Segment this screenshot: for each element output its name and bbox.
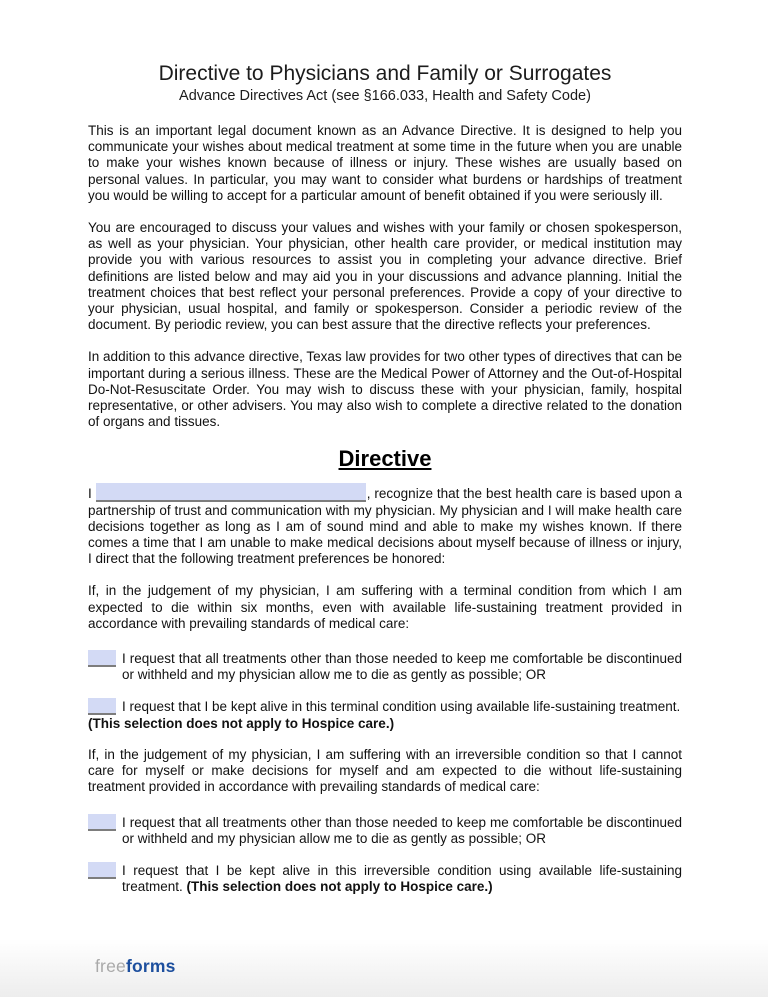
terminal-hospice-note: (This selection does not apply to Hospice care.) [88, 715, 395, 731]
declarant-prefix: I [88, 486, 92, 502]
irreversible-hospice-note: (This selection does not apply to Hospice care.) [186, 879, 493, 895]
intro-paragraph-2: You are encouraged to discuss your values and wishes with your family or chosen spokesperson, as well as your physician. Your physician, other health care provider, or medical institution may provide you with various resources to assist you in completing your advance directive. Brief definitions are listed below and may aid you in your discussions and advance planning. Initial the treatment choices that best reflect your personal preferences. Provide a copy of your directive to your physician, usual hospital, and family or spokesperson. Consider a periodic review of the document. By periodic review, you can best assure that the directive reflects your preferences. [88, 220, 682, 333]
logo-text-forms: forms [125, 956, 176, 976]
intro-paragraph-1: This is an important legal document known as an Advance Directive. It is designed to help you communicate your wishes about medical treatment at some time in the future when you are unable to make your wishes known because of illness or injury. These wishes are usually based on personal values. In particular, you may want to consider what burdens or hardships of treatment you would be willing to accept for a particular amount of benefit obtained if you were seriously ill. [88, 123, 682, 203]
declarant-continuation: a partnership of trust and communication with my physician. My physician and I will make health care decisions together as long as I am of sound mind and able to make my wishes known. If there comes a time that I am unable to make medical decisions about myself because of illness or injury, I direct that the following treatment preferences be honored: [88, 486, 682, 567]
irreversible-option-discontinue [88, 814, 682, 847]
terminal-option-discontinue [88, 650, 682, 683]
freeforms-logo [95, 956, 176, 977]
declarant-name-field[interactable] [96, 483, 366, 502]
declarant-suffix: , recognize that the best health care is based upon [366, 486, 671, 502]
terminal-condition-intro: If, in the judgement of my physician, I am suffering with a terminal condition from which I am expected to die within six months, even with available life-sustaining treatment provided in accordance with prevailing standards of medical care: [88, 583, 682, 631]
intro-paragraph-3: In addition to this advance directive, Texas law provides for two other types of directives that can be important during a serious illness. These are the Medical Power of Attorney and the Out-of-Hospital Do-Not-Resuscitate Order. You may wish to discuss these with your physician, family, hospital representative, or other advisers. You may also wish to complete a directive related to the donation of organs and tissues. [88, 349, 682, 430]
terminal-option-keep-alive-text: I request that I be kept alive in this terminal condition using available life-sustaining treatment. [122, 699, 681, 715]
irreversible-option-keep-alive-initials-field[interactable] [88, 862, 116, 879]
document-content [88, 0, 682, 910]
page-footer [0, 939, 768, 997]
irreversible-option-keep-alive-text: I request that I be kept alive in this irreversible condition using available life-sustaining treatment. [122, 862, 682, 895]
irreversible-condition-intro: If, in the judgement of my physician, I am suffering with an irreversible condition so that I cannot care for myself or make decisions for myself and am expected to die without life-sustaining treatment provided in accordance with prevailing standards of medical care: [88, 746, 682, 795]
logo-text-free: free [95, 956, 126, 976]
declarant-opening-paragraph [88, 483, 682, 567]
directive-section-heading: Directive [338, 446, 432, 472]
terminal-option-keep-alive-initials-field[interactable] [88, 698, 116, 715]
irreversible-option-discontinue-text: I request that all treatments other than those needed to keep me comfortable be discontinued or withheld and my physician allow me to die as gently as possible; OR [122, 814, 682, 846]
terminal-option-keep-alive [88, 698, 682, 715]
terminal-option-discontinue-text: I request that all treatments other than those needed to keep me comfortable be discontinued or withheld and my physician allow me to die as gently as possible; OR [122, 651, 682, 683]
irreversible-option-keep-alive [88, 862, 682, 895]
irreversible-option-discontinue-initials-field[interactable] [88, 814, 116, 831]
terminal-option-discontinue-initials-field[interactable] [88, 650, 116, 667]
document-title: Directive to Physicians and Family or Surrogates [158, 62, 612, 85]
document-subtitle: Advance Directives Act (see §166.033, Health and Safety Code) [179, 88, 591, 104]
